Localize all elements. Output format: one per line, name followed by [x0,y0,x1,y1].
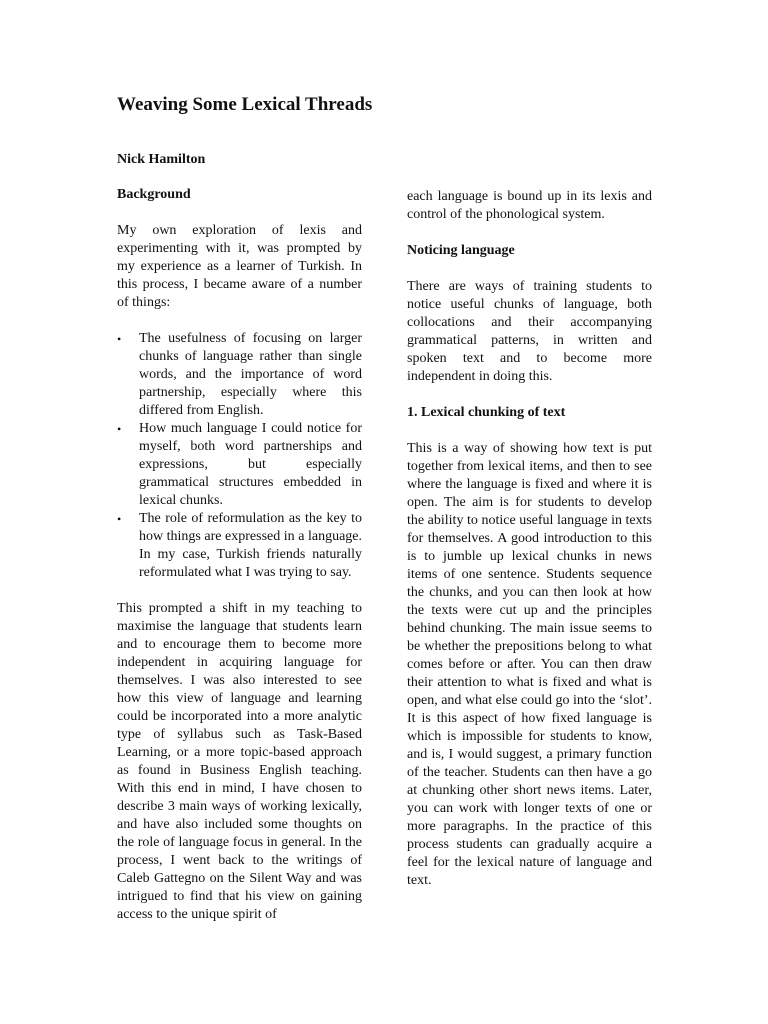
right-column [407,188,652,890]
bullet-icon: • [117,422,122,436]
bullet-list [117,330,362,582]
list-item-text: The role of reformulation as the key to how things are expressed in a language. In my case, Turkish friends naturally reformulated what I was trying to say. [139,511,362,580]
list-item [117,420,362,510]
bullet-icon: • [117,332,122,346]
list-item-text: The usefulness of focusing on larger chunks of language rather than single words, and the importance of word partnership, especially where this differed from English. [139,331,362,418]
heading-noticing-language: Noticing language [407,243,515,258]
document-title: Weaving Some Lexical Threads [117,94,373,115]
list-item-text: How much language I could notice for myself, both word partnerships and expressions, but especially grammatical structures embedded in lexical chunks. [139,421,362,508]
list-item [117,330,362,420]
bullet-icon: • [117,512,122,526]
paragraph-chunking: This is a way of showing how text is put together from lexical items, and then to see where the language is fixed and where it is open. The aim is for students to develop the ability to notice useful language in texts for themselves. A good introduction to this is to jumble up lexical chunks in news items of one sentence. Students sequence the chunks, and you can then look at how the texts were cut up and the principles behind chunking. The main issue seems to be whether the prepositions belong to what comes before or after. You can then draw their attention to what is fixed and what is open, and what else could go into the ‘slot’. It is this aspect of how fixed language is which is impossible for students to know, and is, I would suggest, a primary function of the teacher. Students can then have a go at chunking other short news items. Later, you can work with longer texts of one or more paragraphs. In the practice of this process students can gradually acquire a feel for the lexical nature of language and text. [407,441,652,888]
paragraph-noticing: There are ways of training students to notice useful chunks of language, both collocations and their accompanying grammatical patterns, in written and spoken text and to become more independent in doing this. [407,279,652,384]
heading-lexical-chunking: 1. Lexical chunking of text [407,405,566,420]
heading-background: Background [117,187,191,202]
paragraph-shift: This prompted a shift in my teaching to maximise the language that students learn and to encourage them to become more independent in acquiring language for themselves. I was also interested to see how this view of language and learning could be incorporated into a more analytic type of syllabus such as Task-Based Learning, or a more topic-based approach as found in Business English teaching. With this end in mind, I have chosen to describe 3 main ways of working lexically, and have also included some thoughts on the role of language focus in general. In the process, I went back to the writings of Caleb Gattegno on the Silent Way and was intrigued to find that his view on gaining access to the unique spirit of [117,601,362,922]
list-item [117,510,362,582]
author-name: Nick Hamilton [117,152,206,167]
paragraph-continued: each language is bound up in its lexis and control of the phonological system. [407,189,652,222]
paragraph-intro: My own exploration of lexis and experimenting with it, was prompted by my experience as a learner of Turkish. In this process, I became aware of a number of things: [117,223,362,310]
left-column [117,186,362,924]
